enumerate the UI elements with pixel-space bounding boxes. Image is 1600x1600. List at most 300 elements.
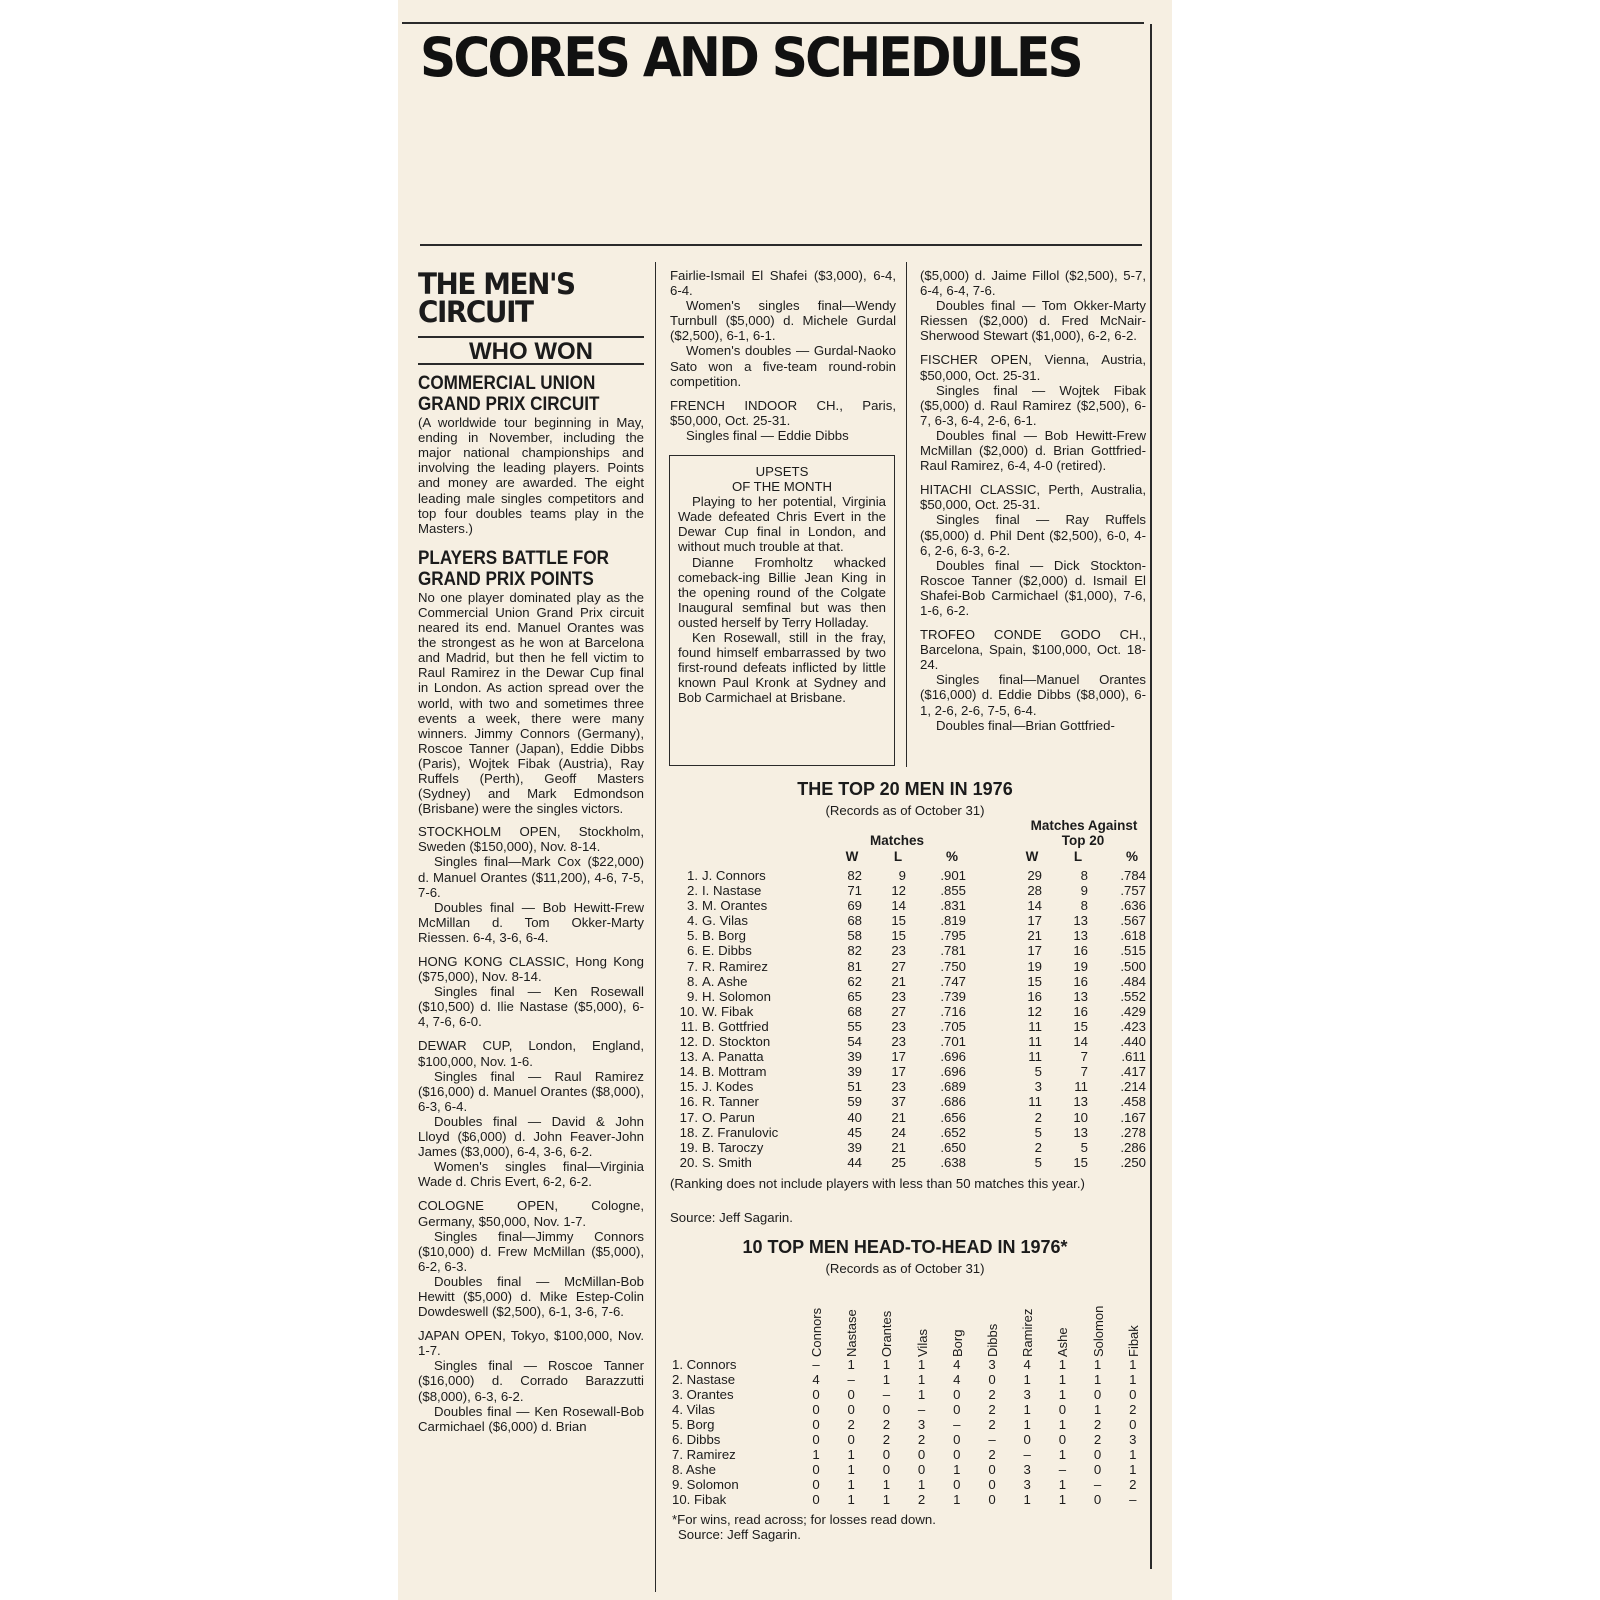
cell-w: 40: [847, 1109, 862, 1125]
cell-tw: 11: [1028, 1034, 1042, 1050]
cell-tl: 13: [1073, 1124, 1088, 1140]
h2h-cell: 0: [953, 1477, 961, 1492]
cell-pct: .689: [940, 1079, 966, 1095]
cell-w: 68: [847, 1003, 862, 1019]
left-column: [418, 267, 644, 1434]
h2h-cell: 4: [953, 1357, 961, 1372]
col-w-header: W: [845, 849, 859, 864]
cell-tw: 17: [1027, 943, 1042, 959]
cell-tw: 11: [1028, 1094, 1042, 1110]
h2h-cell: 2: [988, 1402, 996, 1417]
cell-tl: 13: [1073, 928, 1088, 944]
middle-column: [670, 268, 896, 443]
upset-paragraph: Playing to her potential, Virginia Wade defeated Chris Evert in the Dewar Cup final in London, and without much trouble at that.: [678, 494, 886, 555]
cell-tp: .458: [1120, 1094, 1146, 1110]
cell-tl: 8: [1080, 868, 1088, 883]
cell-tp: .214: [1120, 1079, 1146, 1095]
h2h-cell: 1: [1058, 1492, 1067, 1507]
commercial-union-heading: COMMERCIAL UNION GRAND PRIX CIRCUIT: [418, 373, 600, 416]
cell-name: A. Panatta: [702, 1049, 764, 1065]
cell-name: H. Solomon: [702, 988, 771, 1004]
h2h-cell: 0: [882, 1447, 891, 1462]
cell-pct: .795: [940, 928, 966, 944]
players-battle-heading: PLAYERS BATTLE FOR GRAND PRIX POINTS: [418, 547, 609, 590]
upsets-box: [669, 455, 895, 766]
result-entry: [418, 1038, 644, 1189]
h2h-cell: 1: [917, 1357, 926, 1372]
cell-pct: .739: [940, 988, 966, 1004]
h2h-cell: 0: [812, 1477, 820, 1492]
h2h-cell: 2: [882, 1417, 891, 1432]
cell-l: 37: [891, 1094, 906, 1110]
cell-tw: 15: [1027, 973, 1042, 989]
cell-tp: .611: [1121, 1049, 1146, 1065]
cell-tw: 3: [1034, 1079, 1042, 1095]
cell-pct: .701: [940, 1034, 966, 1050]
cell-rank: 19.: [679, 1139, 698, 1155]
cell-rank: 17.: [679, 1109, 698, 1125]
h2h-cell: 0: [812, 1387, 820, 1402]
h2h-cell: 0: [1093, 1387, 1102, 1402]
result-line: HONG KONG CLASSIC, Hong Kong ($75,000), Nov. 8-14.: [418, 954, 644, 985]
ranking-note: (Ranking does not include players with less than 50 matches this year.): [670, 1176, 1085, 1191]
cell-w: 65: [847, 988, 862, 1004]
h2h-cell: 0: [1023, 1432, 1031, 1447]
result-line: Doubles final — Dick Stockton-Roscoe Tanner ($2,000) d. Ismail El Shafei-Bob Carmichael ($1,000), 7-6, 1-6, 6-2.: [920, 557, 1146, 618]
col-top20-pct-header: %: [1125, 849, 1138, 864]
upset-paragraph: Ken Rosewall, still in the fray, found himself embarrassed by two first-round defeats inflicted by little known Paul Kronk at Sydney and Bob Carmichael at Brisbane.: [678, 630, 886, 706]
cell-name: J. Connors: [702, 868, 766, 883]
cell-w: 51: [847, 1079, 862, 1095]
cell-l: 23: [891, 988, 906, 1004]
cell-rank: 11.: [680, 1018, 698, 1034]
cell-tw: 11: [1028, 1018, 1042, 1034]
h2h-cell: 1: [1058, 1447, 1067, 1462]
h2h-cell: 0: [1129, 1387, 1137, 1402]
cell-tw: 16: [1027, 988, 1042, 1004]
h2h-cell: 0: [988, 1462, 996, 1477]
result-line: STOCKHOLM OPEN, Stockholm, Sweden ($150,000), Nov. 8-14.: [418, 824, 644, 855]
cell-l: 25: [891, 1154, 906, 1170]
h2h-cell: 1: [917, 1372, 926, 1387]
result-line: FRENCH INDOOR CH., Paris, $50,000, Oct. 25-31.: [670, 397, 896, 428]
h2h-cell: 0: [1093, 1492, 1102, 1507]
result-line: Doubles final—Brian Gottfried-: [936, 717, 1115, 733]
result-line: JAPAN OPEN, Tokyo, $100,000, Nov. 1-7.: [418, 1328, 644, 1359]
result-entry: [920, 482, 1146, 618]
cell-pct: .696: [940, 1049, 966, 1065]
cell-rank: 12.: [679, 1034, 698, 1050]
cell-w: 82: [847, 943, 862, 959]
cell-tl: 16: [1073, 1003, 1088, 1019]
cell-w: 81: [847, 958, 862, 974]
h2h-cell: 1: [882, 1492, 891, 1507]
h2h-subtitle: (Records as of October 31): [825, 1261, 985, 1276]
cell-w: 68: [847, 913, 862, 929]
h2h-row-label: 7. Ramirez: [672, 1447, 736, 1462]
h2h-cell: 1: [1058, 1417, 1067, 1432]
cell-rank: 5.: [687, 928, 698, 944]
cell-l: 27: [891, 958, 906, 974]
h2h-column-header: Vilas: [914, 1329, 930, 1357]
cell-tl: 14: [1073, 1034, 1088, 1050]
result-line: Singles final — Eddie Dibbs: [686, 427, 849, 443]
cell-rank: 4.: [687, 913, 698, 929]
result-entry: [670, 398, 896, 443]
result-line: Doubles final — McMillan-Bob Hewitt ($5,000) d. Mike Estep-Colin Dowdeswell ($2,500), 6-1, 3-6, 7-6.: [418, 1273, 644, 1320]
h2h-cell: 2: [847, 1417, 855, 1432]
cell-pct: .855: [940, 883, 966, 899]
cell-tl: 16: [1073, 943, 1088, 959]
cell-tp: .484: [1120, 973, 1146, 989]
h2h-row-label: 8. Ashe: [672, 1462, 716, 1477]
cell-name: B. Gottfried: [702, 1018, 769, 1034]
h2h-cell: 1: [882, 1357, 891, 1372]
h2h-row-label: 4. Vilas: [672, 1402, 716, 1417]
top20-title: THE TOP 20 MEN IN 1976: [797, 779, 1013, 799]
cell-tl: 13: [1073, 988, 1088, 1004]
h2h-cell: –: [1023, 1447, 1031, 1462]
result-line: Fairlie-Ismail El Shafei ($3,000), 6-4, 6-4.: [670, 268, 896, 299]
cell-w: 59: [847, 1094, 862, 1110]
h2h-title: 10 TOP MEN HEAD-TO-HEAD IN 1976*: [742, 1237, 1068, 1257]
h2h-column-header: Borg: [949, 1329, 965, 1357]
result-line: DEWAR CUP, London, England, $100,000, Nov. 1-6.: [418, 1038, 644, 1069]
cell-tl: 16: [1073, 973, 1088, 989]
cell-tw: 5: [1034, 1064, 1042, 1080]
h2h-cell: 2: [882, 1432, 891, 1447]
cell-tl: 8: [1080, 898, 1088, 914]
cell-name: S. Smith: [702, 1154, 752, 1170]
h2h-cell: 0: [812, 1492, 820, 1507]
left-results-list: [418, 824, 644, 1434]
cell-w: 54: [847, 1034, 862, 1050]
h2h-cell: 0: [988, 1477, 996, 1492]
cell-w: 45: [847, 1124, 862, 1140]
col-top20-l-header: L: [1073, 849, 1083, 864]
h2h-cell: 1: [1023, 1372, 1031, 1387]
cell-tl: 15: [1073, 1018, 1088, 1034]
result-entry: [418, 954, 644, 1029]
h2h-row-label: 6. Dibbs: [672, 1432, 721, 1447]
cell-w: 39: [847, 1049, 862, 1065]
h2h-cell: 2: [917, 1492, 926, 1507]
h2h-cell: 0: [988, 1372, 996, 1387]
h2h-cell: –: [1093, 1477, 1102, 1492]
cell-tl: 7: [1080, 1049, 1088, 1065]
cell-tl: 13: [1073, 913, 1088, 929]
h2h-cell: 0: [953, 1447, 961, 1462]
h2h-row-label: 1. Connors: [672, 1357, 737, 1372]
cell-tw: 28: [1027, 883, 1042, 899]
cell-l: 21: [891, 1109, 906, 1125]
h2h-cell: 0: [953, 1387, 961, 1402]
column-divider-2: [906, 262, 907, 767]
upsets-heading: UPSETS: [755, 464, 809, 479]
result-entry: [920, 268, 1146, 343]
h2h-cell: 0: [1093, 1447, 1102, 1462]
cell-tl: 13: [1073, 1094, 1088, 1110]
h2h-cell: 0: [953, 1402, 961, 1417]
h2h-cell: 1: [1129, 1462, 1137, 1477]
result-line: TROFEO CONDE GODO CH., Barcelona, Spain, $100,000, Oct. 18-24.: [920, 627, 1146, 673]
h2h-cell: 1: [1023, 1417, 1031, 1432]
cell-l: 23: [891, 1034, 906, 1050]
result-entry: [670, 268, 896, 389]
result-line: FISCHER OPEN, Vienna, Austria, $50,000, Oct. 25-31.: [920, 352, 1146, 383]
cell-l: 15: [891, 928, 906, 944]
h2h-cell: 1: [1093, 1372, 1102, 1387]
cell-rank: 8.: [687, 973, 698, 989]
cell-w: 82: [847, 868, 862, 883]
cell-l: 21: [891, 1139, 906, 1155]
cell-rank: 13.: [679, 1049, 698, 1065]
cell-name: G. Vilas: [702, 913, 748, 929]
cell-name: M. Orantes: [702, 898, 768, 914]
cell-tp: .417: [1120, 1064, 1146, 1080]
h2h-row-label: 3. Orantes: [672, 1387, 734, 1402]
h2h-cell: 0: [917, 1447, 926, 1462]
cell-name: B. Mottram: [702, 1064, 767, 1080]
cell-l: 23: [891, 1018, 906, 1034]
h2h-cell: –: [882, 1387, 891, 1402]
cell-tl: 5: [1080, 1139, 1088, 1155]
cell-pct: .696: [940, 1064, 966, 1080]
cell-rank: 10.: [679, 1003, 698, 1019]
who-won-heading: WHO WON: [418, 336, 644, 365]
h2h-cell: 1: [1023, 1492, 1031, 1507]
result-line: Doubles final — Bob Hewitt-Frew McMillan d. Tom Okker-Marty Riessen. 6-4, 3-6, 6-4.: [418, 899, 644, 945]
h2h-cell: –: [1058, 1462, 1067, 1477]
cell-rank: 3.: [687, 898, 698, 914]
cell-tp: .278: [1120, 1124, 1146, 1140]
cell-tw: 5: [1034, 1154, 1042, 1170]
h2h-cell: 1: [1129, 1357, 1137, 1372]
h2h-cell: 1: [1058, 1372, 1067, 1387]
matches-header: Matches: [869, 833, 925, 848]
cell-tw: 17: [1027, 913, 1042, 929]
cell-tw: 14: [1027, 898, 1042, 914]
h2h-cell: 0: [1129, 1417, 1137, 1432]
h2h-row-label: 2. Nastase: [672, 1372, 736, 1387]
result-line: Women's singles final—Wendy Turnbull ($5,000) d. Michele Gurdal ($2,500), 6-1, 6-1.: [670, 298, 896, 344]
col-pct-header: %: [945, 849, 958, 864]
h2h-cell: 3: [917, 1417, 926, 1432]
cell-pct: .650: [940, 1139, 966, 1155]
right-column: [920, 268, 1146, 733]
h2h-cell: 0: [1093, 1462, 1102, 1477]
h2h-cell: –: [988, 1432, 996, 1447]
result-line: Doubles final — David & John Lloyd ($6,000) d. John Feaver-John James ($3,000), 6-4, 3-6, 6-2.: [418, 1113, 644, 1160]
column-divider-1: [655, 262, 656, 1592]
cell-tl: 10: [1073, 1109, 1088, 1125]
col-top20-w-header: W: [1025, 849, 1039, 864]
h2h-cell: 1: [1058, 1477, 1067, 1492]
h2h-cell: 0: [882, 1402, 891, 1417]
cell-tl: 9: [1080, 883, 1088, 899]
result-line: ($5,000) d. Jaime Fillol ($2,500), 5-7, 6-4, 6-4, 7-6.: [920, 268, 1146, 299]
cell-name: I. Nastase: [702, 883, 762, 899]
cell-rank: 6.: [687, 943, 698, 959]
h2h-cell: 2: [1093, 1432, 1102, 1447]
cell-tw: 2: [1034, 1109, 1042, 1125]
result-entry: [418, 824, 644, 945]
h2h-cell: 3: [1129, 1432, 1137, 1447]
h2h-row-label: 9. Solomon: [672, 1477, 739, 1492]
result-line: Singles final—Jimmy Connors ($10,000) d. Frew McMillan ($5,000), 6-2, 6-3.: [418, 1228, 644, 1274]
cell-tp: .784: [1120, 868, 1146, 883]
cell-tw: 2: [1034, 1139, 1042, 1155]
result-line: Singles final—Mark Cox ($22,000) d. Manuel Orantes ($11,200), 4-6, 7-5, 7-6.: [418, 854, 644, 900]
right-border-rule: [1150, 24, 1152, 1569]
h2h-cell: 2: [988, 1447, 996, 1462]
cell-tp: .618: [1120, 928, 1146, 944]
cell-l: 17: [891, 1064, 906, 1080]
result-line: Women's singles final—Virginia Wade d. Chris Evert, 6-2, 6-2.: [418, 1159, 644, 1190]
h2h-cell: 1: [953, 1462, 961, 1477]
cell-tp: .250: [1120, 1154, 1146, 1170]
cell-name: A. Ashe: [702, 973, 748, 989]
h2h-cell: 1: [1093, 1357, 1102, 1372]
cell-tl: 19: [1073, 958, 1088, 974]
h2h-cell: 2: [917, 1432, 926, 1447]
against-header: Matches Against: [1030, 818, 1138, 833]
cell-name: O. Parun: [702, 1109, 755, 1125]
cell-w: 55: [847, 1018, 862, 1034]
h2h-cell: 0: [812, 1417, 820, 1432]
cell-rank: 15.: [679, 1079, 698, 1095]
h2h-column-header: Fibak: [1125, 1325, 1141, 1357]
cell-rank: 2.: [687, 883, 698, 899]
h2h-cell: 0: [812, 1402, 820, 1417]
result-line: HITACHI CLASSIC, Perth, Australia, $50,000, Oct. 25-31.: [920, 482, 1146, 513]
cell-tw: 12: [1027, 1003, 1042, 1019]
cell-tw: 19: [1027, 958, 1042, 974]
h2h-column-header: Orantes: [879, 1310, 895, 1357]
h2h-cell: 1: [847, 1462, 855, 1477]
result-line: Doubles final — Ken Rosewall-Bob Carmichael ($6,000) d. Brian: [418, 1403, 644, 1434]
cell-tp: .567: [1120, 913, 1146, 929]
cell-tp: .500: [1120, 958, 1146, 974]
cell-rank: 18.: [679, 1124, 698, 1140]
h2h-cell: 0: [847, 1387, 855, 1402]
h2h-cell: 1: [1058, 1357, 1067, 1372]
against-header-2: Top 20: [1061, 833, 1105, 848]
result-line: Singles final — Ray Ruffels ($5,000) d. Phil Dent ($2,500), 6-0, 4-6, 2-6, 6-3, 6-2.: [920, 512, 1146, 558]
cell-tp: .757: [1120, 883, 1146, 899]
cell-l: 12: [891, 883, 906, 899]
commercial-union-text: (A worldwide tour beginning in May, ending in November, including the major national championships and involving the leading players. Points and money are awarded. The eight leading male singles competitors and top four doubles teams play in the Masters.): [418, 415, 644, 536]
h2h-cell: –: [1129, 1492, 1137, 1507]
h2h-source: Source: Jeff Sagarin.: [678, 1527, 801, 1542]
cell-tp: .286: [1120, 1139, 1146, 1155]
cell-pct: .638: [940, 1154, 966, 1170]
h2h-cell: 1: [953, 1492, 961, 1507]
cell-pct: .831: [940, 898, 966, 914]
h2h-cell: –: [847, 1372, 855, 1387]
cell-tw: 5: [1034, 1124, 1042, 1140]
result-entry: [418, 1198, 644, 1319]
cell-name: B. Taroczy: [702, 1139, 764, 1155]
cell-rank: 20.: [679, 1154, 698, 1170]
h2h-row-label: 10. Fibak: [672, 1492, 727, 1507]
col-l-header: L: [893, 849, 903, 864]
cell-l: 17: [891, 1049, 906, 1065]
h2h-column-header: Nastase: [844, 1309, 860, 1357]
cell-tp: .423: [1120, 1018, 1146, 1034]
h2h-cell: 1: [1129, 1447, 1137, 1462]
cell-w: 44: [847, 1154, 862, 1170]
h2h-cell: 0: [1058, 1432, 1067, 1447]
cell-l: 24: [891, 1124, 906, 1140]
cell-w: 71: [847, 883, 862, 899]
page-title: SCORES AND SCHEDULES: [420, 26, 1081, 89]
upset-paragraph: Dianne Fromholtz whacked comeback-ing Billie Jean King in the opening round of the Colgate Inaugural semfinal but was then ousted herself by Terry Holladay.: [678, 554, 886, 630]
middle-results-list: [670, 268, 896, 443]
h2h-cell: 1: [882, 1477, 891, 1492]
h2h-cell: –: [953, 1417, 961, 1432]
cell-tp: .429: [1120, 1003, 1146, 1019]
h2h-cell: 0: [1058, 1402, 1067, 1417]
cell-pct: .901: [940, 868, 966, 883]
top20-subtitle: (Records as of October 31): [825, 803, 985, 818]
h2h-cell: 0: [953, 1432, 961, 1447]
cell-tl: 11: [1074, 1079, 1088, 1095]
cell-tl: 15: [1073, 1154, 1088, 1170]
upsets-subheading: OF THE MONTH: [731, 479, 833, 495]
h2h-column-header: Solomon: [1090, 1305, 1106, 1357]
cell-w: 62: [847, 973, 862, 989]
h2h-cell: 0: [917, 1462, 926, 1477]
cell-rank: 9.: [687, 988, 698, 1004]
cell-tw: 11: [1028, 1049, 1042, 1065]
cell-rank: 14.: [679, 1064, 698, 1080]
h2h-cell: 1: [1129, 1372, 1137, 1387]
cell-tp: .636: [1120, 898, 1146, 914]
cell-tw: 29: [1027, 868, 1042, 883]
cell-l: 9: [898, 868, 906, 883]
h2h-cell: 2: [988, 1417, 996, 1432]
right-results-list: [920, 268, 1146, 733]
h2h-cell: 1: [847, 1447, 855, 1462]
cell-tl: 7: [1080, 1064, 1088, 1080]
cell-name: J. Kodes: [702, 1079, 754, 1095]
h2h-cell: 0: [847, 1402, 855, 1417]
result-line: Doubles final — Tom Okker-Marty Riessen ($2,000) d. Fred McNair-Sherwood Stewart ($1,000), 6-2, 6-2.: [920, 298, 1146, 344]
cell-rank: 1.: [687, 868, 698, 883]
h2h-cell: 1: [917, 1387, 926, 1402]
cell-name: R. Tanner: [702, 1094, 759, 1110]
h2h-cell: 1: [882, 1372, 891, 1387]
cell-name: W. Fibak: [702, 1003, 754, 1019]
h2h-column-header: Ashe: [1055, 1327, 1071, 1357]
top20-source: Source: Jeff Sagarin.: [670, 1210, 793, 1225]
result-line: Women's doubles — Gurdal-Naoko Sato won a five-team round-robin competition.: [670, 343, 896, 389]
cell-l: 27: [891, 1003, 906, 1019]
cell-rank: 16.: [679, 1094, 698, 1110]
cell-tp: .167: [1120, 1109, 1146, 1125]
h2h-cell: 3: [988, 1357, 996, 1372]
h2h-row-label: 5. Borg: [672, 1417, 715, 1432]
h2h-cell: 4: [1023, 1357, 1031, 1372]
cell-tp: .440: [1120, 1034, 1146, 1050]
cell-l: 14: [891, 898, 906, 914]
result-line: Singles final—Manuel Orantes ($16,000) d. Eddie Dibbs ($8,000), 6-1, 2-6, 2-6, 7-5, 6-4.: [920, 672, 1146, 718]
h2h-cell: 0: [812, 1432, 820, 1447]
h2h-cell: 0: [988, 1492, 996, 1507]
cell-l: 23: [891, 1079, 906, 1095]
h2h-cell: 3: [1023, 1477, 1031, 1492]
